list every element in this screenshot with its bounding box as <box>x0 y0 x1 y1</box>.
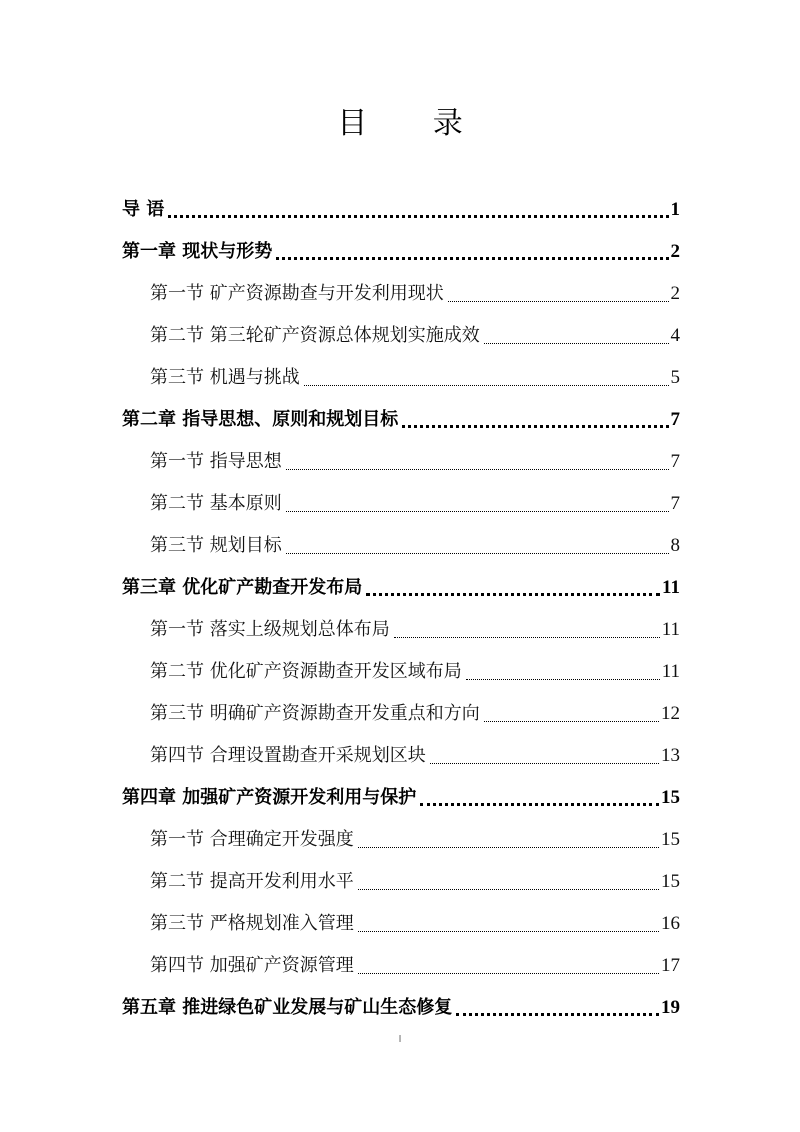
toc-entry-label: 第二节 优化矿产资源勘查开发区域布局 <box>150 661 462 682</box>
toc-chapter-entry[interactable] <box>122 396 680 438</box>
toc-entry-page: 12 <box>661 703 680 724</box>
dot-leader <box>402 425 668 428</box>
dot-leader <box>394 637 660 638</box>
dot-leader <box>430 763 659 764</box>
toc-chapter-entry[interactable] <box>122 984 680 1026</box>
toc-chapter-entry[interactable] <box>122 186 680 228</box>
toc-section-entry[interactable] <box>122 648 680 690</box>
toc-entry-page: 4 <box>670 325 680 346</box>
toc-entry-page: 15 <box>661 871 680 892</box>
dot-leader <box>304 385 669 386</box>
toc-chapter-entry[interactable] <box>122 228 680 270</box>
toc-entry-label: 第三节 规划目标 <box>150 535 282 556</box>
toc-chapter-entry[interactable] <box>122 564 680 606</box>
toc-entry-page: 1 <box>670 199 680 220</box>
toc-entry-label: 导 语 <box>122 199 165 220</box>
toc-entry-label: 第二章 指导思想、原则和规划目标 <box>122 409 399 430</box>
dot-leader <box>448 301 669 302</box>
toc-entry-page: 11 <box>661 661 680 682</box>
toc-section-entry[interactable] <box>122 690 680 732</box>
toc-entry-label: 第二节 第三轮矿产资源总体规划实施成效 <box>150 325 480 346</box>
toc-entry-page: 15 <box>661 829 680 850</box>
page-title: 目 录 <box>337 106 491 141</box>
toc-entry-page: 16 <box>661 913 680 934</box>
toc-section-entry[interactable] <box>122 816 680 858</box>
toc-entry-page: 11 <box>661 619 680 640</box>
dot-leader <box>168 215 668 218</box>
dot-leader <box>358 847 659 848</box>
toc-entry-page: 8 <box>670 535 680 556</box>
toc-entry-page: 7 <box>670 493 680 514</box>
toc-entry-label: 第四节 加强矿产资源管理 <box>150 955 354 976</box>
toc-section-entry[interactable] <box>122 270 680 312</box>
toc-section-entry[interactable] <box>122 606 680 648</box>
toc-entry-page: 7 <box>670 451 680 472</box>
toc-section-entry[interactable] <box>122 732 680 774</box>
toc-chapter-entry[interactable] <box>122 774 680 816</box>
page-number: I <box>398 1034 402 1045</box>
dot-leader <box>276 257 668 260</box>
toc-entry-label: 第一节 合理确定开发强度 <box>150 829 354 850</box>
toc-entry-label: 第一章 现状与形势 <box>122 241 273 262</box>
dot-leader <box>358 889 659 890</box>
toc-section-entry[interactable] <box>122 480 680 522</box>
toc-section-entry[interactable] <box>122 858 680 900</box>
toc-entry-page: 5 <box>670 367 680 388</box>
toc-section-entry[interactable] <box>122 942 680 984</box>
toc-entry-label: 第一节 落实上级规划总体布局 <box>150 619 390 640</box>
dot-leader <box>366 593 660 596</box>
dot-leader <box>484 721 659 722</box>
toc-entry-label: 第四章 加强矿产资源开发利用与保护 <box>122 787 417 808</box>
dot-leader <box>456 1013 659 1016</box>
dot-leader <box>286 553 669 554</box>
toc-entry-page: 2 <box>670 283 680 304</box>
table-of-contents <box>122 186 680 1026</box>
dot-leader <box>358 973 659 974</box>
toc-entry-label: 第五章 推进绿色矿业发展与矿山生态修复 <box>122 997 453 1018</box>
toc-entry-label: 第四节 合理设置勘查开采规划区块 <box>150 745 426 766</box>
dot-leader <box>484 343 669 344</box>
dot-leader <box>466 679 660 680</box>
toc-entry-page: 19 <box>661 997 680 1018</box>
toc-section-entry[interactable] <box>122 438 680 480</box>
dot-leader <box>286 469 669 470</box>
toc-entry-page: 7 <box>670 409 680 430</box>
toc-entry-label: 第一节 指导思想 <box>150 451 282 472</box>
toc-entry-label: 第三章 优化矿产勘查开发布局 <box>122 577 363 598</box>
toc-entry-page: 11 <box>662 577 680 598</box>
toc-entry-page: 2 <box>670 241 680 262</box>
dot-leader <box>286 511 669 512</box>
toc-entry-label: 第三节 机遇与挑战 <box>150 367 300 388</box>
toc-section-entry[interactable] <box>122 354 680 396</box>
toc-section-entry[interactable] <box>122 522 680 564</box>
toc-entry-label: 第二节 提高开发利用水平 <box>150 871 354 892</box>
toc-entry-label: 第二节 基本原则 <box>150 493 282 514</box>
toc-entry-label: 第三节 严格规划准入管理 <box>150 913 354 934</box>
toc-entry-page: 17 <box>661 955 680 976</box>
toc-entry-page: 15 <box>661 787 680 808</box>
dot-leader <box>358 931 659 932</box>
toc-section-entry[interactable] <box>122 900 680 942</box>
toc-entry-page: 13 <box>661 745 680 766</box>
toc-section-entry[interactable] <box>122 312 680 354</box>
toc-entry-label: 第三节 明确矿产资源勘查开发重点和方向 <box>150 703 480 724</box>
toc-entry-label: 第一节 矿产资源勘查与开发利用现状 <box>150 283 444 304</box>
dot-leader <box>420 803 659 806</box>
